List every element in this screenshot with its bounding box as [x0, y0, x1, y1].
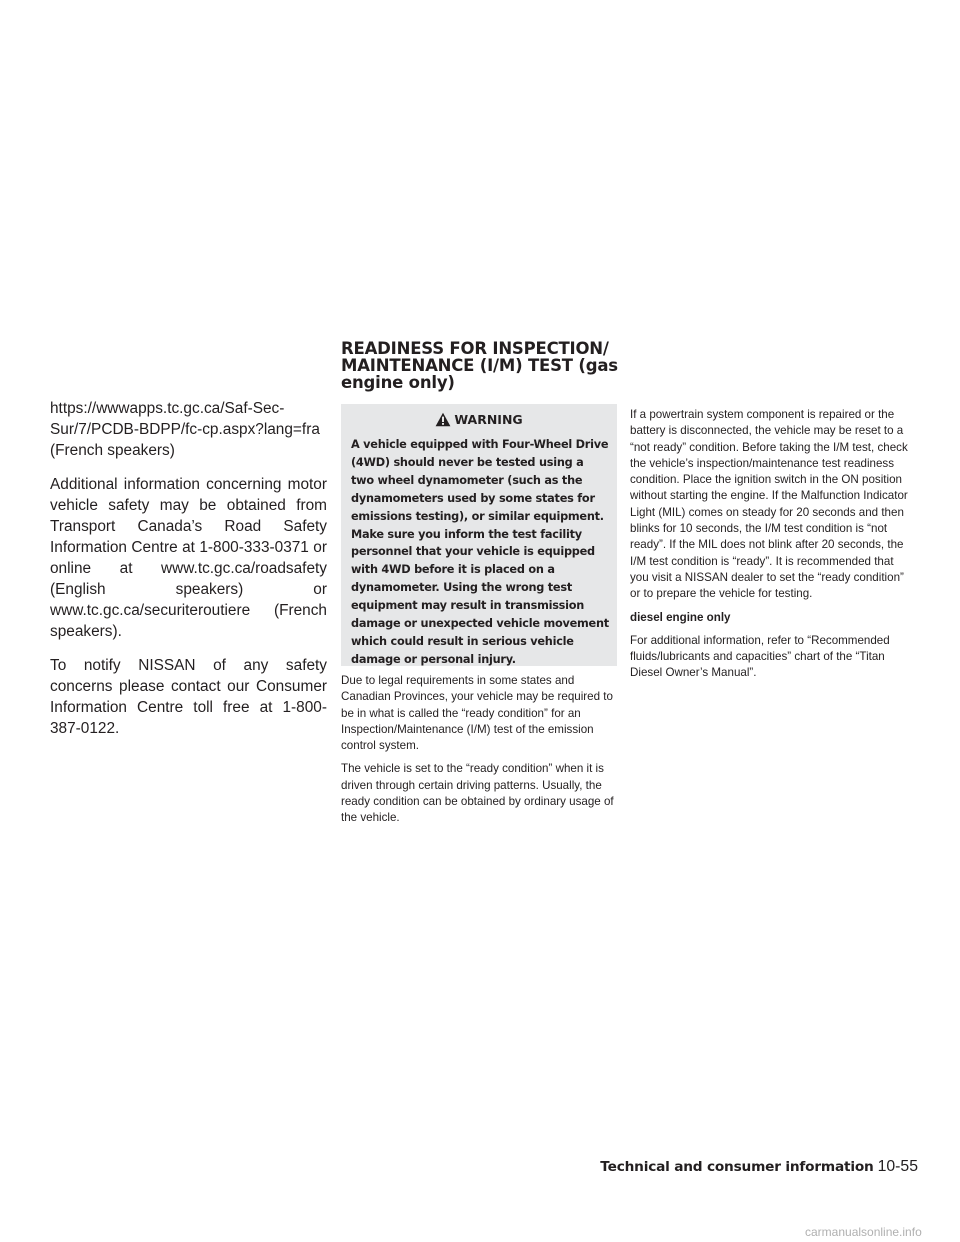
- page-footer: [588, 1156, 918, 1178]
- warning-text: A vehicle equipped with Four-Wheel Drive (4WD) should never be tested using a two wheel dynamometer (such as the dynamometers used by some states for emissions testing), or similar equipment. Make sure you inform the test facility personnel that your vehicle is equipped with 4WD before it is placed on a dynamometer. Using the wrong test equipment may result in transmission damage or unexpected vehicle movement which could result in serious vehicle damage or personal injury.: [351, 438, 609, 666]
- section-heading-line-1: READINESS FOR INSPECTION/: [341, 339, 609, 358]
- diesel-info-paragraph: For additional information, refer to “Recommended fluids/lubricants and capacities” chart of the “Titan Diesel Owner’s Manual”.: [630, 633, 890, 680]
- powertrain-paragraph: If a powertrain system component is repaired or the battery is disconnected, the vehicle may be reset to a “not ready” condition. Before taking the I/M test, check the vehicle’s inspection/maintenance test readiness condition. Place the ignition switch in the ON position without starting the engine. If the Malfunction Indicator Light (MIL) comes on steady for 20 seconds and then blinks for 10 seconds, the I/M test condition is “not ready”. If the MIL does not blink after 20 seconds, the I/M test condition is “ready”. It is recommended that you visit a NISSAN dealer to set the “ready condition” or to prepare the vehicle for testing.: [630, 408, 908, 601]
- diesel-subheading: diesel engine only: [630, 610, 731, 624]
- warning-triangle-icon: [435, 412, 451, 427]
- warning-box: [341, 404, 617, 666]
- notify-nissan-paragraph: To notify NISSAN of any safety concerns please contact our Consumer Information Centre toll free at 1-800-387-0122.: [50, 657, 327, 737]
- warning-header: [341, 404, 617, 434]
- footer-section-title: Technical and consumer information: [600, 1159, 874, 1175]
- section-heading-line-2: MAINTENANCE (I/M) TEST (gas: [341, 356, 618, 375]
- middle-body: [341, 673, 617, 834]
- left-column: [50, 398, 327, 752]
- motor-vehicle-safety-paragraph: Additional information concerning motor vehicle safety may be obtained from Transport Canada’s Road Safety Information Centre at 1-800-333-0371 or online at www.tc.gc.ca/roadsafety (English speakers) or www.tc.gc.ca/securiteroutiere (French speakers).: [50, 476, 327, 640]
- right-column: [630, 407, 910, 689]
- section-heading: [341, 340, 631, 391]
- section-heading-line-3: engine only): [341, 373, 455, 392]
- watermark: carmanualsonline.info: [805, 1225, 922, 1239]
- url-text: https://wwwapps.tc.gc.ca/Saf-Sec-Sur/7/PCDB-BDPP/fc-cp.aspx?lang=fra (French speakers): [50, 400, 320, 459]
- warning-title: WARNING: [454, 411, 523, 427]
- ready-condition-paragraph: Due to legal requirements in some states and Canadian Provinces, your vehicle may be required to be in what is called the “ready condition” for an Inspection/Maintenance (I/M) test of the emission control system.: [341, 674, 613, 753]
- page-number: 10-55: [877, 1158, 918, 1175]
- driving-patterns-paragraph: The vehicle is set to the “ready condition” when it is driven through certain driving patterns. Usually, the ready condition can be obtained by ordinary usage of the vehicle.: [341, 762, 614, 825]
